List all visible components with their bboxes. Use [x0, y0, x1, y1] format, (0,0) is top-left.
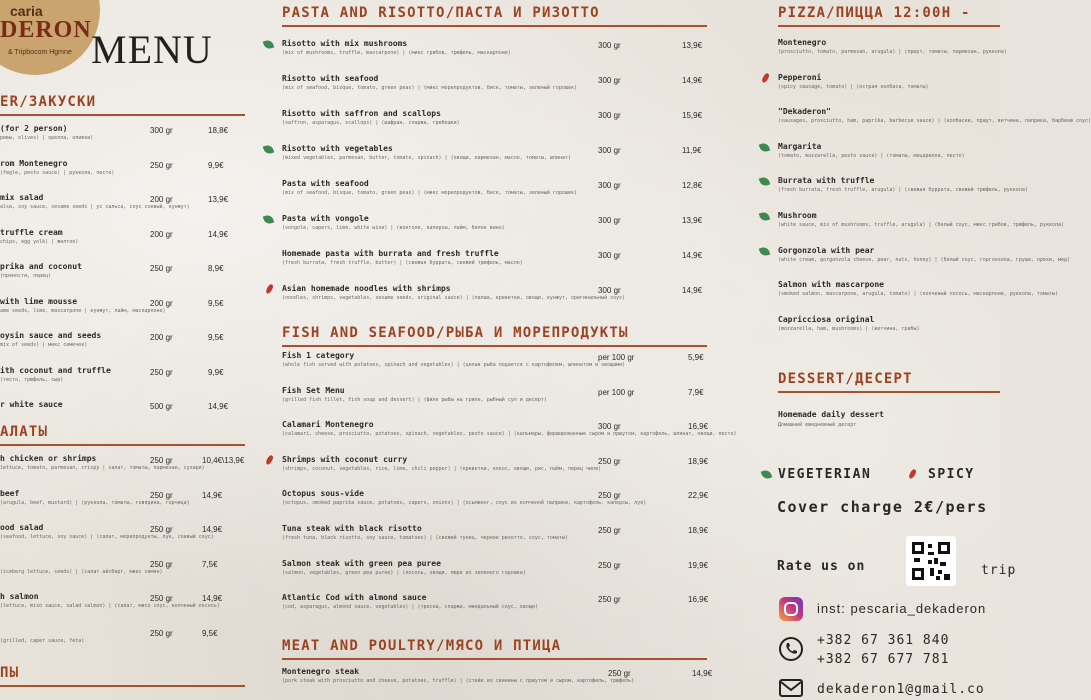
email-address[interactable]: dekaderon1@gmail.co: [817, 682, 985, 697]
menu-item: [282, 418, 737, 453]
item-description: (noodles, shrimps, vegetables, sesame seeds, original sauce) | (лапша, креветки, овощи, кунжут, оригинальный соус): [282, 295, 626, 301]
item-description: (тесто, трюфель, сыр): [0, 376, 64, 383]
item-description: (mozzarella, ham, mushrooms) | (ветчина, грибы): [778, 325, 920, 332]
dessert-title: DESSERT/ДЕСЕРТ: [778, 371, 913, 387]
item-price: 8,9€: [208, 264, 224, 273]
section-divider: [282, 345, 707, 347]
item-weight: 200 gr: [150, 298, 173, 308]
item-description: (cod, asparagus, almond sauce, vegetables) | (треска, спаржа, миндальный соус, овощи): [282, 604, 538, 611]
item-price: 10,4€\13,9€: [202, 456, 245, 465]
menu-item: [0, 364, 240, 399]
item-price: 9,5€: [208, 298, 224, 308]
logo-text-main: DERON: [0, 17, 92, 43]
item-price: 14,9€: [208, 402, 229, 411]
item-weight: 300 gr: [598, 251, 621, 260]
item-name: h chicken or shrimps: [0, 454, 97, 463]
menu-item: [282, 177, 707, 212]
item-price: 14,9€: [682, 286, 703, 295]
pizza-section: [778, 5, 1000, 27]
menu-item: [0, 452, 245, 487]
item-description: (iceberg lettuce, seeds) | (салат айсберг, микс семян): [0, 568, 163, 575]
item-description: (seafood, lettuce, soy sauce) | (салат, морепродукты, лук, соевый соус): [0, 534, 214, 540]
meat-list: [282, 665, 713, 700]
item-price: 13,9€: [682, 216, 703, 225]
item-name: Risotto with vegetables: [282, 144, 393, 153]
item-price: 12,8€: [682, 181, 703, 190]
salads-section: [0, 424, 245, 446]
item-name: Calamari Montenegro: [282, 420, 374, 430]
dessert-desc: Домашний ежедневный десерт: [778, 422, 857, 428]
item-weight: 250 gr: [150, 559, 173, 569]
item-name: Risotto with saffron and scallops: [282, 109, 441, 118]
item-description: (fresh burrata, fresh truffle, butter) | (свежая буррата, свежий трюфель, масло): [282, 260, 523, 266]
item-name: Octopus sous-vide: [282, 489, 364, 499]
logo-text-tagline: & Tripbocom Hgmne: [8, 49, 72, 56]
item-weight: 300 gr: [598, 286, 621, 295]
item-price: 22,9€: [688, 491, 709, 501]
dessert-name: Homemade daily dessert: [778, 410, 884, 419]
menu-item: [0, 295, 240, 330]
item-name: Salmon with mascarpone: [778, 280, 884, 290]
item-weight: 300 gr: [150, 126, 173, 135]
item-name: Risotto with mix mushrooms: [282, 39, 408, 48]
item-name: h salmon: [0, 592, 39, 601]
fish-section: [282, 325, 707, 347]
menu-item: [0, 590, 240, 625]
item-price: 11,9€: [682, 146, 702, 155]
item-price: 14,9€: [208, 229, 229, 239]
menu-item: [778, 209, 1064, 244]
tripadvisor-label: trip: [981, 563, 1017, 578]
item-description: (calamari, cheese, prosciutto, potatoes, spinach, vegetables, pesto sauce) | (кальмары, фаршированные сыром и пршутом, картофель, шпинат, овощи, песто): [282, 431, 737, 438]
menu-item: [282, 212, 707, 247]
item-name: oysin sauce and seeds: [0, 331, 102, 340]
item-weight: per 100 gr: [598, 353, 635, 362]
item-name: Burrata with truffle: [778, 176, 875, 186]
item-description: (salmon, vegetables, green pea puree) | (лосось, овощи, пюре из зеленого горошка): [282, 569, 526, 576]
item-description: ривы, olives) | орелла, оливки): [0, 135, 94, 141]
item-name: Tuna steak with black risotto: [282, 523, 422, 533]
item-weight: 250 gr: [150, 594, 173, 603]
menu-item: [282, 522, 707, 557]
item-price: 9,9€: [208, 367, 224, 377]
menu-item: [282, 72, 707, 107]
section-divider: [778, 25, 1000, 27]
menu-item: [778, 36, 1007, 71]
item-weight: 300 gr: [598, 76, 621, 85]
item-weight: 250 gr: [598, 560, 621, 570]
menu-item: [0, 157, 240, 192]
menu-item: [0, 260, 240, 295]
menu-item: [778, 105, 1091, 140]
item-name: Pepperoni: [778, 72, 822, 82]
item-weight: 250 gr: [598, 525, 621, 535]
item-weight: 250 gr: [608, 669, 631, 678]
qr-code-icon[interactable]: [906, 536, 956, 586]
menu-item: [282, 37, 707, 72]
menu-item: [0, 521, 240, 556]
menu-item: [778, 71, 1000, 106]
cover-charge: Cover charge 2€/pers: [777, 498, 988, 516]
item-price: 14,9€: [202, 490, 223, 500]
item-name: Fish Set Menu: [282, 385, 345, 395]
item-name: Shrimps with coconut curry: [282, 454, 408, 464]
menu-item: [0, 625, 240, 660]
soups-section: [0, 665, 245, 687]
item-name: Salmon steak with green pea puree: [282, 558, 441, 568]
soups-title: ПЫ: [0, 665, 20, 681]
item-name: (for 2 person): [0, 124, 68, 133]
item-description: (smoked salmon, mascarpone, arugula, tomato) | (копченый лосось, маскарпоне, руккола, томаты): [778, 291, 1058, 298]
item-price: 18,9€: [688, 456, 709, 466]
item-price: 13,9€: [682, 41, 703, 50]
item-description: (prosciutto, tomato, parmesan, arugula) | (пршут, томаты, пармезан, руккола): [778, 49, 1007, 55]
menu-item: [0, 191, 240, 226]
rate-us-label: Rate us on: [777, 559, 866, 574]
item-description: (lettuce, miso sauce, salad salmon) | (салат, мисо соус, копченый лосось): [0, 603, 220, 609]
item-description: (tomato, mozzarella, pesto sauce) | (томаты, моцарелла, песто): [778, 152, 965, 159]
item-price: 16,9€: [688, 595, 709, 605]
item-price: 14,9€: [682, 251, 703, 260]
menu-item: [778, 174, 1028, 209]
section-divider: [282, 658, 707, 660]
item-weight: 250 gr: [150, 490, 173, 500]
item-name: prika and coconut: [0, 262, 82, 271]
menu-title: MENU: [91, 27, 213, 72]
item-description: (grilled fish fillet, fish soup and dessert) | (филе рыбы на гриле, рыбный суп и десерт): [282, 396, 547, 403]
meat-section: [282, 638, 707, 660]
item-price: 9,5€: [202, 628, 218, 638]
item-name: with lime mousse: [0, 296, 78, 306]
item-price: 14,9€: [202, 525, 223, 534]
menu-item: [282, 591, 707, 626]
item-description: chips, egg yolk) | желток): [0, 238, 79, 245]
salads-title: АЛАТЫ: [0, 424, 49, 440]
menu-item: [0, 226, 240, 261]
item-description: alsa, soy sauce, sesame seeds | ус сальса, соус соевый, кунжут): [0, 204, 190, 210]
item-name: "Dekaderon": [778, 107, 831, 117]
item-description: lettuce, tomato, parmesan, crispy | салат, томаты, пармезан, сухари): [0, 465, 205, 471]
item-weight: 300 gr: [598, 422, 621, 432]
item-description: (sausages, prosciutto, ham, paprika, barbecue sauce) | (колбаски, пршут, ветчина, паприка, барбекю соус): [778, 118, 1091, 125]
item-name: Fish 1 category: [282, 351, 355, 360]
item-name: Gorgonzola with pear: [778, 245, 875, 255]
item-weight: 250 gr: [150, 628, 173, 638]
item-price: 7,5€: [202, 559, 218, 569]
logo-text-top: caria: [10, 3, 43, 19]
menu-item: [0, 122, 240, 157]
section-divider: [0, 114, 245, 116]
menu-item: [778, 244, 1070, 279]
item-price: 14,9€: [692, 669, 713, 678]
item-price: 5,9€: [688, 353, 704, 362]
item-name: ith coconut and truffle: [0, 365, 111, 375]
item-weight: 300 gr: [598, 181, 621, 190]
item-description: (fresh burrata, fresh truffle, arugula) | (свежая буррата, свежий трюфель, руккола): [778, 187, 1028, 194]
item-price: 18,8€: [208, 126, 229, 135]
item-weight: 300 gr: [598, 41, 621, 50]
item-weight: 250 gr: [598, 491, 621, 501]
item-weight: 300 gr: [598, 216, 621, 225]
pasta-title: PASTA AND RISOTTO/ПАСТА И РИЗОТТО: [282, 5, 600, 21]
item-price: 13,9€: [208, 195, 229, 204]
item-price: 9,9€: [208, 160, 224, 170]
item-description: (fegle, pesto sauce) | руккола, песто): [0, 169, 115, 176]
item-description: (mix of seafood, bisque, tomato, green peas) | (микс морепродуктов, биск, томаты, зеленый горошек): [282, 190, 578, 196]
item-description: (fresh tuna, black risotto, soy sauce, tomatoes) | (свежий тунец, черное ризотто, соус, томаты): [282, 534, 568, 541]
menu-item: [282, 557, 707, 592]
item-name: r white sauce: [0, 400, 63, 409]
mail-icon: [779, 679, 803, 697]
menu-item: [282, 282, 707, 317]
item-description: (octopus, smoked paprika sauce, potatoes, capers, onions) | (осьминог, соус из копченой паприки, картофель, каперсы, лук): [282, 500, 647, 507]
spicy-legend: SPICY: [928, 467, 975, 482]
item-description: (saffron, asparagus, scallops) | (шафран, спаржа, гребешки): [282, 120, 460, 126]
menu-item: [778, 313, 1000, 348]
item-description: (mixed vegetables, parmesan, butter, tomato, spinach) | (овощи, пармезан, масло, томаты, шпинат): [282, 155, 571, 161]
vegetarian-legend: VEGETERIAN: [778, 467, 872, 482]
item-weight: 300 gr: [598, 146, 621, 155]
phone-number-2[interactable]: +382 67 677 781: [817, 652, 950, 667]
item-name: Mushroom: [778, 210, 817, 220]
item-weight: 250 gr: [598, 595, 621, 605]
item-weight: 200 gr: [150, 195, 173, 204]
menu-item: [282, 453, 707, 488]
menu-item: [282, 349, 707, 384]
item-name: Homemade pasta with burrata and fresh truffle: [282, 249, 499, 258]
instagram-handle[interactable]: inst: pescaria_dekaderon: [817, 601, 987, 616]
item-price: 14,9€: [682, 76, 703, 85]
menu-item: [282, 247, 707, 282]
item-description: (spicy sausage, tomato) | (острая колбаса, томаты): [778, 83, 929, 90]
pasta-list: [282, 37, 707, 317]
item-description: (vongole, capers, lime, white wine) | (вонголе, каперсы, лайм, белое вино): [282, 225, 505, 231]
menu-item: [282, 384, 707, 419]
item-name: Montenegro: [778, 38, 827, 47]
item-description: (arugula, beef, mustard) | (руккола, томаты, говядина, горчица): [0, 499, 190, 506]
starters-list: [0, 122, 240, 433]
item-weight: 250 gr: [150, 160, 173, 170]
instagram-icon[interactable]: [779, 597, 803, 621]
item-price: 18,9€: [688, 525, 709, 535]
dessert-section: [778, 371, 1000, 393]
section-divider: [0, 444, 245, 446]
menu-item: [0, 487, 240, 522]
item-weight: 250 gr: [598, 456, 621, 466]
item-name: Margarita: [778, 141, 822, 151]
item-price: 19,9€: [688, 560, 709, 570]
item-weight: 250 gr: [150, 367, 173, 377]
item-weight: 200 gr: [150, 333, 173, 342]
item-description: (pork steak with prosciutto and cheese, potatoes, truffle) | (стейк из свинины с пршутом и сыром, картофель, трюфель): [282, 678, 635, 684]
menu-item: [282, 142, 707, 177]
item-description: (mix of mushrooms, truffle, mascarpone) | (микс грибов, трюфель, маскарпоне): [282, 50, 511, 56]
meat-title: MEAT AND POULTRY/МЯСО И ПТИЦА: [282, 638, 562, 654]
item-description: (grilled, caper sauce, feta): [0, 637, 85, 644]
item-weight: 500 gr: [150, 402, 173, 411]
item-weight: 300 gr: [598, 111, 621, 120]
item-description: mix of seeds) | микс семечек): [0, 342, 88, 348]
item-description: ame seeds, lime, mascarpone | кунжут, лайм, маскарпоне): [0, 307, 166, 314]
section-divider: [282, 25, 707, 27]
item-name: mix salad: [0, 193, 44, 202]
item-name: Pasta with vongole: [282, 214, 369, 223]
item-name: Atlantic Cod with almond sauce: [282, 593, 427, 603]
menu-item: [778, 140, 1000, 175]
item-weight: 250 gr: [150, 456, 173, 465]
pizza-list: [778, 36, 1091, 347]
starters-title: ER/ЗАКУСКИ: [0, 94, 97, 110]
item-weight: 250 gr: [150, 264, 173, 273]
menu-item: [282, 665, 713, 700]
item-name: truffle cream: [0, 227, 63, 237]
item-weight: per 100 gr: [598, 387, 635, 397]
menu-item: [282, 487, 707, 522]
section-divider: [0, 685, 245, 687]
item-description: (shrimps, coconut, vegetables, rice, lime, chili pepper) | (креветки, кокос, овощи, рис, лайм, перец чили): [282, 465, 602, 472]
phone-number-1[interactable]: +382 67 361 840: [817, 633, 950, 648]
menu-item: [0, 329, 240, 364]
menu-item: [282, 107, 707, 142]
item-weight: 250 gr: [150, 525, 173, 534]
item-description: (white cream, gorgonzola cheese, pear, nuts, honey) | (белый соус, горгонзола, груша, орехи, мед): [778, 256, 1070, 263]
item-price: 9,5€: [208, 333, 224, 342]
phone-icon: [779, 637, 803, 661]
starters-section: [0, 94, 245, 116]
pasta-section: [282, 5, 707, 27]
item-price: 16,9€: [688, 422, 709, 432]
item-description: (mix of seafood, bisque, tomato, green peas) | (микс морепродуктов, биск, томаты, зеленый горошек): [282, 85, 578, 91]
salads-list: [0, 452, 245, 659]
section-divider: [778, 391, 1000, 393]
menu-item: [778, 278, 1058, 313]
item-price: 7,9€: [688, 387, 704, 397]
item-name: Pasta with seafood: [282, 179, 369, 188]
item-name: Montenegro steak: [282, 667, 360, 676]
item-price: 14,9€: [202, 594, 223, 603]
item-weight: 200 gr: [150, 229, 173, 239]
item-description: (whole fish served with potatoes, spinach and vegetables) | (целая рыба подается с картофелем, шпинатом и овощами): [282, 362, 626, 368]
item-description: (white sauce, mix of mushrooms, truffle, arugula) | (белый соус, микс грибов, трюфель, руккола): [778, 221, 1064, 228]
item-name: ood salad: [0, 523, 44, 532]
fish-title: FISH AND SEAFOOD/РЫБА И МОРЕПРОДУКТЫ: [282, 325, 629, 341]
item-name: rom Montenegro: [0, 158, 68, 168]
item-price: 15,9€: [682, 111, 703, 120]
fish-list: [282, 349, 737, 626]
menu-item: [0, 556, 240, 591]
item-name: Asian homemade noodles with shrimps: [282, 284, 451, 293]
item-name: beef: [0, 488, 20, 498]
item-name: Capricciosa original: [778, 314, 875, 324]
pizza-title: PIZZA/ПИЦЦА 12:00H -: [778, 5, 971, 21]
item-name: Risotto with seafood: [282, 74, 379, 83]
item-description: (пряности, перец): [0, 273, 52, 279]
